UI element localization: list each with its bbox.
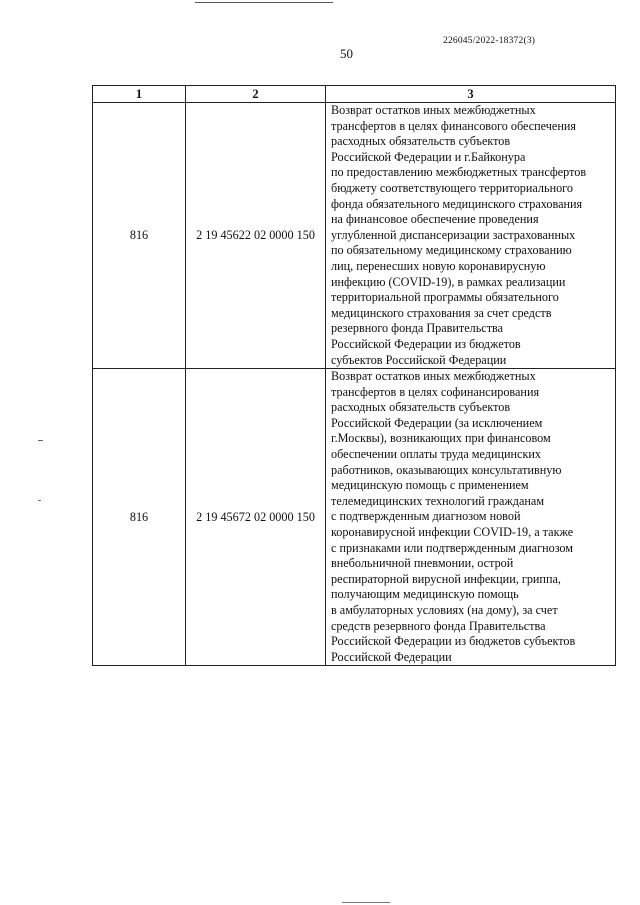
- income-name-line: Российской Федерации (за исключением: [331, 415, 543, 430]
- budget-classification-code-cell: 2 19 45672 02 0000 150: [186, 369, 326, 666]
- income-name-line: работников, оказывающих консультативную: [331, 462, 562, 477]
- income-name-line: территориальной программы обязательного: [331, 290, 559, 305]
- table-header-row: [93, 86, 616, 103]
- income-name-line: медицинского страхования за счет средств: [331, 305, 552, 320]
- column-header-1: 1: [93, 86, 186, 103]
- admin-code-cell: 816: [93, 369, 186, 666]
- income-name-line: телемедицинских технологий гражданам: [331, 493, 545, 508]
- income-name-line: бюджету соответствующего территориального: [331, 180, 573, 195]
- income-name-line: коронавирусной инфекции COVID-19, а также: [331, 525, 574, 540]
- admin-code-cell: 816: [93, 103, 186, 369]
- income-name-line: расходных обязательств субъектов: [331, 134, 511, 149]
- income-name-line: средств резервного фонда Правительства: [331, 618, 546, 633]
- income-name-line: по предоставлению межбюджетных трансфертов: [331, 165, 587, 180]
- income-name-line: резервного фонда Правительства: [331, 321, 504, 336]
- income-name-line: Возврат остатков иных межбюджетных: [331, 369, 536, 384]
- page-number: 50: [340, 46, 353, 61]
- income-name-line: обеспечении оплаты труда медицинских: [331, 447, 541, 462]
- income-name-line: получающим медицинскую помощь: [331, 587, 519, 602]
- income-name-line: субъектов Российской Федерации: [331, 352, 507, 367]
- income-name-line: с признаками или подтвержденным диагнозом: [331, 540, 574, 555]
- income-name-line: фонда обязательного медицинского страхования: [331, 196, 583, 211]
- income-name-line: на финансовое обеспечение проведения: [331, 212, 539, 227]
- income-name-line: Российской Федерации и г.Байконура: [331, 149, 526, 164]
- income-name-line: инфекцию (COVID-19), в рамках реализации: [331, 274, 566, 289]
- income-name-cell: [326, 103, 616, 369]
- income-name-line: трансфертов в целях софинансирования: [331, 384, 540, 399]
- column-header-2: 2: [186, 86, 326, 103]
- income-name-line: расходных обязательств субъектов: [331, 400, 511, 415]
- margin-mark: [38, 500, 41, 501]
- income-name-line: респираторной вирусной инфекции, гриппа,: [331, 571, 561, 586]
- income-name-line: с подтвержденным диагнозом новой: [331, 509, 521, 524]
- column-header-3: 3: [326, 86, 616, 103]
- income-name-line: по обязательному медицинскому страхованию: [331, 243, 572, 258]
- document-number: 226045/2022-18372(3): [443, 36, 536, 46]
- top-rule: [195, 2, 333, 3]
- budget-code-table: [92, 85, 616, 666]
- bottom-mark: [342, 902, 390, 903]
- income-name-line: в амбулаторных условиях (на дому), за счет: [331, 603, 558, 617]
- income-name-line: трансфертов в целях финансового обеспечения: [331, 118, 576, 133]
- income-name-line: медицинскую помощь с применением: [331, 478, 529, 493]
- income-name-cell: [326, 369, 616, 666]
- income-name-line: Российской Федерации из бюджетов субъектов: [331, 634, 576, 649]
- table-row: [93, 369, 616, 666]
- income-name-line: г.Москвы), возникающих при финансовом: [331, 431, 551, 446]
- income-name-line: Российской Федерации: [331, 649, 452, 664]
- income-name-line: Возврат остатков иных межбюджетных: [331, 103, 536, 117]
- income-name-line: углубленной диспансеризации застрахованных: [331, 227, 576, 242]
- margin-mark: [38, 440, 43, 441]
- budget-classification-code-cell: 2 19 45622 02 0000 150: [186, 103, 326, 369]
- income-name-line: внебольничной пневмонии, острой: [331, 556, 514, 571]
- table-row: [93, 103, 616, 369]
- income-name-line: Российской Федерации из бюджетов: [331, 336, 521, 351]
- income-name-line: лиц, перенесших новую коронавирусную: [331, 258, 546, 273]
